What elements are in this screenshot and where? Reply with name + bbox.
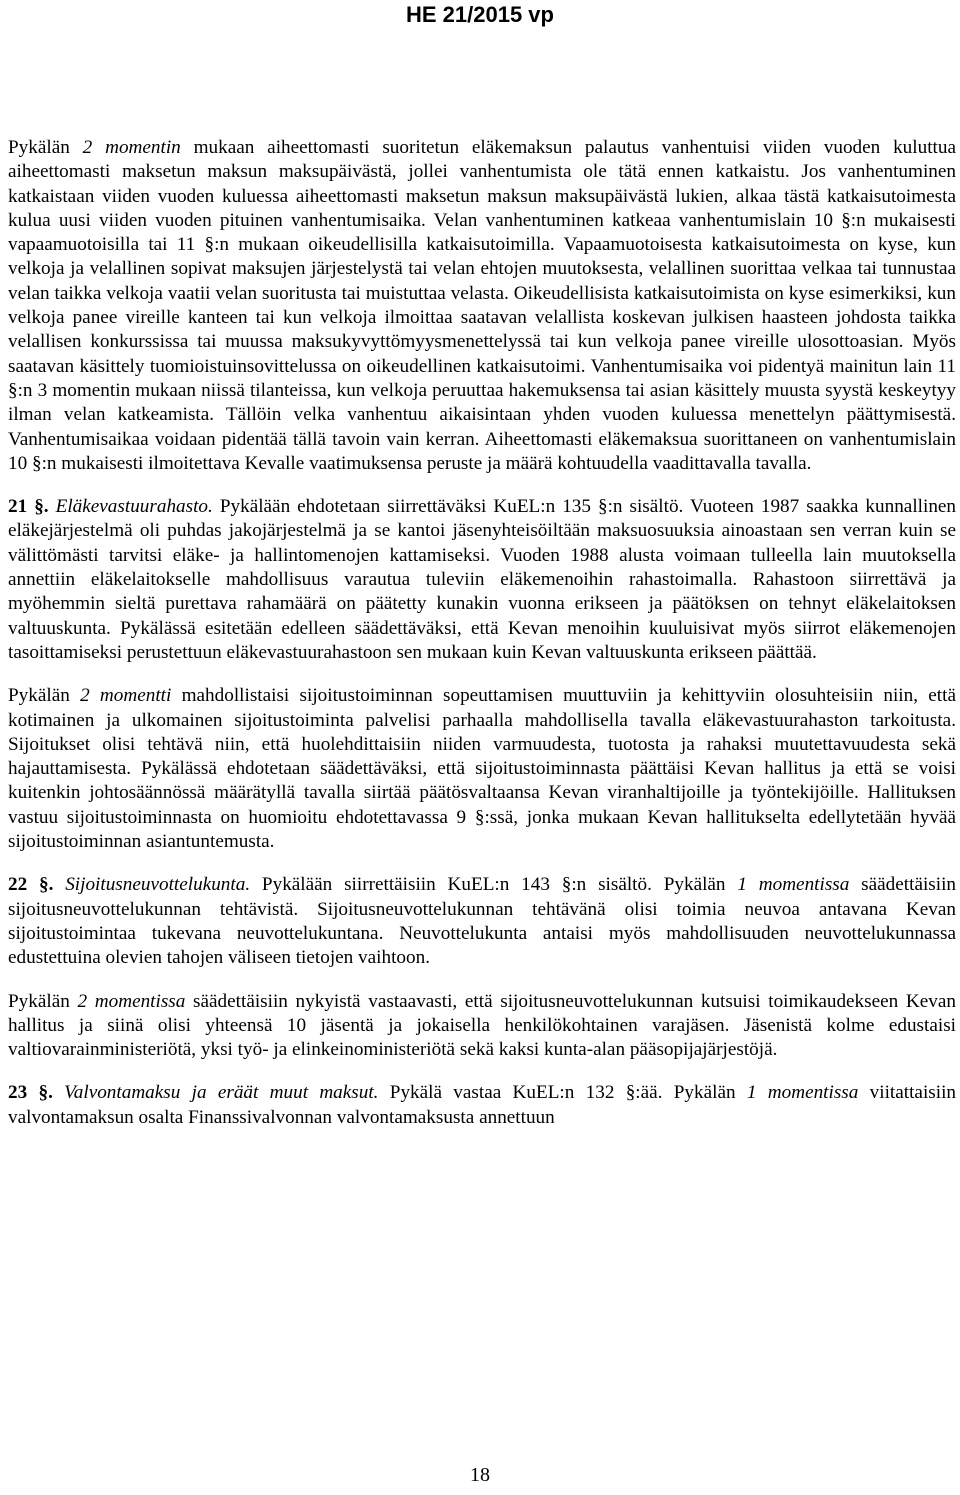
paragraph-2-momentin bbox=[8, 136, 956, 476]
paragraph-text: viitattaisiin valvontamaksun osalta Finanssivalvonnan valvontamaksusta annettuun bbox=[8, 1082, 957, 1128]
section-title: Sijoitusneuvottelukunta. bbox=[65, 874, 251, 896]
paragraph-lead: Pykälän bbox=[8, 685, 81, 707]
moment-reference: 2 momentti bbox=[80, 685, 172, 707]
section-title: Valvontamaksu ja eräät muut maksut. bbox=[64, 1082, 379, 1104]
paragraph-2-momentti bbox=[8, 684, 956, 854]
paragraph-text: Pykälään siirrettäisiin KuEL:n 143 §:n sisältö. Pykälän bbox=[250, 874, 738, 896]
paragraph-text: mahdollistaisi sijoitustoiminnan sopeuttamisen muuttuviin ja kehittyviin olosuhteisiin niin, että kotimainen ja ulkomainen sijoitustoiminta palvelisi parhaalla mahdollisella tavalla eläkevastuurahaston tarkoitusta. Sijoitukset olisi tehtävä niin, että huolehdittaisiin niiden varmuudesta, tuotosta ja rahaksi muutettavuudesta sekä hajauttamisesta. Pykälässä ehdotetaan säädettäväksi, että sijoitustoiminnasta päättäisi Kevan hallitus ja että se voisi kuitenkin johtosäännössä määrätyllä tavalla siirtää päätösvaltaansa Kevan viranhaltijoille ja työntekijöille. Hallituksen vastuu sijoitustoiminnasta on huomioitu ehdotettavassa 9 §:ssä, jonka mukaan Kevan hallitukselta edellytetään hyvää sijoitustoiminnan asiantuntemusta. bbox=[8, 685, 956, 853]
section-number: 23 §. bbox=[8, 1082, 53, 1104]
section-number: 22 §. bbox=[8, 874, 54, 896]
paragraph-text: Pykälä vastaa KuEL:n 132 §:ää. Pykälän bbox=[378, 1082, 747, 1104]
paragraph-section-21 bbox=[8, 495, 956, 665]
paragraph-lead: Pykälän bbox=[8, 137, 83, 158]
section-title: Eläkevastuurahasto. bbox=[55, 496, 213, 518]
section-number: 21 §. bbox=[8, 496, 49, 518]
page-number: 18 bbox=[470, 1464, 490, 1486]
paragraph-section-23 bbox=[8, 1081, 956, 1130]
paragraph-section-22 bbox=[8, 873, 956, 970]
moment-reference: 2 momentissa bbox=[77, 990, 186, 1012]
paragraph-2-momentissa bbox=[8, 990, 956, 1063]
paragraph-text: mukaan aiheettomasti suoritetun eläkemaksun palautus vanhentuisi viiden vuoden kuluttua aiheettomasti maksetun maksun maksupäivästä, jollei vanhentumista ole tätä ennen katkaistu. Jos vanhentuminen katkaistaan viiden vuoden kuluessa aiheettomasti maksetun maksun maksupäivästä lukien, alkaa tästä katkaisutoimesta kulua uusi viiden vuoden pituinen vanhentumisaika. Velan vanhentuminen katkeaa vanhentumislain 10 §:n mukaisesti vapaamuotoisilla tai 11 §:n mukaan oikeudellisilla katkaisutoimilla. Vapaamuotoisesta katkaisutoimesta on kyse, kun velkoja ja velallinen sopivat maksujen järjestelystä tai velan ehtojen muutoksesta, velallinen suorittaa velkaa tai tunnustaa velan taikka velkoja vaatii velan suoritusta tai muistuttaa velasta. Oikeudellisista katkaisutoimista on kyse esimerkiksi, kun velkoja panee vireille kanteen tai kun velkoja ilmoittaa saatavan velallista koskevan julkisen haasteen johdosta taikka velallisen konkurssissa tai muussa maksukyvyttömyysmenettelyssä tai kun velkoja panee vireille ulosottoasian. Myös saatavan käsittely tuomioistuinsovittelussa on oikeudellinen katkaisutoimi. Vanhentumisaika voi pidentyä mainitun lain 11 §:n 3 momentin mukaan niissä tilanteissa, kun velkoja peruuttaa hakemuksensa tai asian käsittely muusta syystä keskeytyy ilman velan katkeamista. Tällöin velka vanhentuu aikaisintaan yhden vuoden kuluessa menettelyn päättymisestä. Vanhentumisaikaa voidaan pidentää tällä tavoin vain kerran. Aiheettomasti eläkemaksua suorittaneen on vanhentumislain 10 §:n mukaisesti ilmoitettava Kevalle vaatimuksensa peruste ja määrä kohtuudella vaadittavalla tavalla. bbox=[8, 137, 956, 474]
paragraph-lead: Pykälän bbox=[8, 990, 78, 1012]
moment-reference: 1 momentissa bbox=[737, 874, 850, 896]
moment-reference: 2 momentin bbox=[82, 137, 181, 158]
moment-reference: 1 momentissa bbox=[746, 1082, 859, 1104]
paragraph-text: säädettäisiin nykyistä vastaavasti, että sijoitusneuvottelukunnan kutsuisi toimikaudekseen Kevan hallitus ja siinä olisi yhteensä 10 jäsentä ja jokaisella henkilökohtainen varajäsen. Jäsenistä kolme edustaisi valtiovarainministeriötä, yksi työ- ja elinkeinoministeriötä sekä kaksi kunta-alan pääsopijajärjestöjä. bbox=[8, 990, 956, 1061]
paragraph-text: säädettäisiin sijoitusneuvottelukunnan tehtävistä. Sijoitusneuvottelukunnan tehtävänä olisi toimia neuvoa antavana Kevan sijoitustoimintaa tukevana neuvottelukuntana. Neuvottelukunta antaisi myös mahdollisuuden neuvottelukunnassa edustettuina olevien tahojen väliseen tietojen vaihtoon. bbox=[8, 874, 957, 969]
document-header: HE 21/2015 vp bbox=[406, 2, 554, 27]
paragraph-text: Pykälään ehdotetaan siirrettäväksi KuEL:n 135 §:n sisältö. Vuoteen 1987 saakka kunnallinen eläkejärjestelmä oli puhdas jakojärjestelmä ja se kantoi jäsenyhteisöiltään maksuosuuksia ainoastaan sen verran kuin se välittömästi tarvitsi eläke- ja hallintomenojen kattamiseksi. Vuoden 1988 alusta voimaan tulleella lain muutoksella annettiin eläkelaitokselle mahdollisuus varautua tuleviin eläkemenoihin rahastoimalla. Rahastoon siirrettävä ja myöhemmin sieltä purettava rahamäärä on päätetty kunakin vuonna erikseen ja päätöksen on tehnyt eläkelaitoksen valtuuskunta. Pykälässä esitetään edelleen säädettäväksi, että Kevan menoihin kuuluisivat myös siirrot eläkemenojen tasoittamiseksi perustettuun eläkevastuurahastoon sen mukaan kuin Kevan valtuuskunta erikseen päättää. bbox=[8, 496, 957, 663]
document-body bbox=[8, 136, 956, 1130]
